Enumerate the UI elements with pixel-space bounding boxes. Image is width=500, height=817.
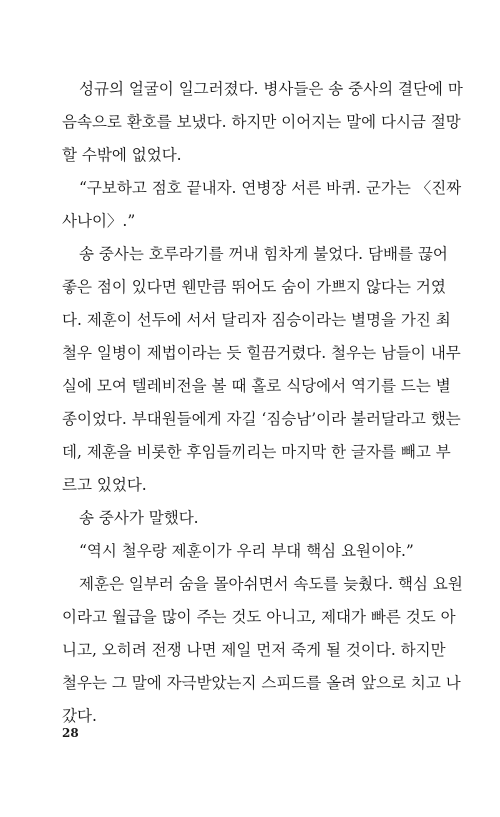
text-line: 니고, 오히려 전쟁 나면 제일 먼저 죽게 될 것이다. 하지만 xyxy=(62,641,446,659)
text-line: 좋은 점이 있다면 웬만큼 뛰어도 숨이 가쁘지 않다는 거였 xyxy=(62,278,446,296)
text-line: 르고 있었다. xyxy=(62,476,147,494)
text-line: 이라고 월급을 많이 주는 것도 아니고, 제대가 빠른 것도 아 xyxy=(62,608,456,626)
text-line: 할 수밖에 없었다. xyxy=(62,146,182,164)
text-line: 실에 모여 텔레비전을 볼 때 홀로 식당에서 역기를 드는 별 xyxy=(62,377,451,395)
text-line: 철우는 그 말에 자극받았는지 스피드를 올려 앞으로 치고 나 xyxy=(62,674,461,692)
text-line: 성규의 얼굴이 일그러졌다. 병사들은 송 중사의 결단에 마 xyxy=(79,80,463,98)
text-line: 데, 제훈을 비롯한 후임들끼리는 마지막 한 글자를 빼고 부 xyxy=(62,443,451,461)
text-line: 송 중사는 호루라기를 꺼내 힘차게 불었다. 담배를 끊어 xyxy=(79,245,448,263)
text-line: 철우 일병이 제법이라는 듯 힐끔거렸다. 철우는 남들이 내무 xyxy=(62,344,461,362)
body-text xyxy=(62,73,463,733)
text-line: 종이었다. 부대원들에게 자길 ‘짐승남’이라 불러달라고 했는 xyxy=(62,410,461,428)
text-line: 제훈은 일부러 숨을 몰아쉬면서 속도를 늦췄다. 핵심 요원 xyxy=(79,575,463,593)
text-line: 갔다. xyxy=(62,707,97,725)
text-line: “역시 철우랑 제훈이가 우리 부대 핵심 요원이야.” xyxy=(79,542,414,560)
text-line: 송 중사가 말했다. xyxy=(79,509,199,527)
text-line: 음속으로 환호를 보냈다. 하지만 이어지는 말에 다시금 절망 xyxy=(62,113,461,131)
page-number: 28 xyxy=(62,726,79,740)
text-line: 다. 제훈이 선두에 서서 달리자 짐승이라는 별명을 가진 최 xyxy=(62,311,451,329)
text-line: “구보하고 점호 끝내자. 연병장 서른 바퀴. 군가는 〈진짜 xyxy=(79,179,462,197)
text-line: 사나이〉.” xyxy=(62,212,136,230)
